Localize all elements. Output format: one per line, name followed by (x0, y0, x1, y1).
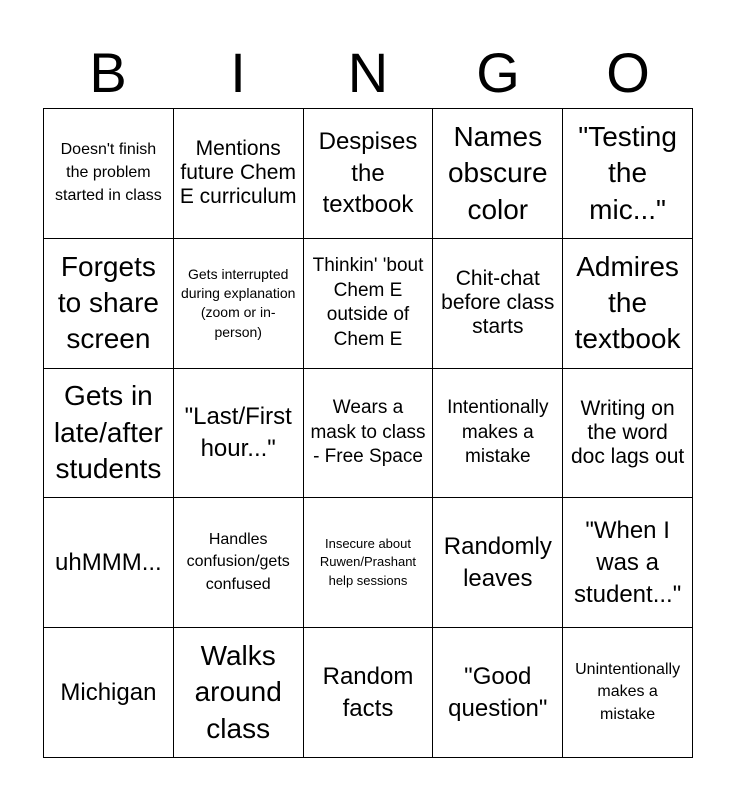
bingo-board (43, 108, 693, 758)
bingo-cell-text: Gets interrupted during explanation (zoom or in-person) (180, 265, 296, 340)
bingo-cell-text: Handles confusion/gets confused (186, 530, 290, 594)
bingo-cell-text: Random facts (322, 662, 414, 722)
bingo-cell-r1-c4[interactable] (433, 109, 563, 239)
bingo-cell-text: Wears a mask to class - Free Space (310, 396, 426, 468)
bingo-cell-r5-c3[interactable] (304, 628, 434, 758)
bingo-cell-r1-c5[interactable] (563, 109, 693, 239)
bingo-cell-r3-c4[interactable] (433, 369, 563, 499)
bingo-cell-r4-c3[interactable] (304, 498, 434, 628)
bingo-cell-text: Walks around class (194, 640, 282, 744)
bingo-cell-r3-c5[interactable] (563, 369, 693, 499)
bingo-cell-r4-c5[interactable] (563, 498, 693, 628)
bingo-cell-r2-c5[interactable] (563, 239, 693, 369)
bingo-cell-text: Despises the textbook (318, 127, 418, 219)
header-letter-g: G (476, 41, 520, 104)
bingo-cell-text: Forgets to share screen (57, 250, 159, 355)
bingo-cell-r3-c1[interactable] (44, 369, 174, 499)
bingo-cell-r2-c2[interactable] (174, 239, 304, 369)
bingo-cell-text: Thinkin' 'bout Chem E outside of Chem E (312, 254, 424, 350)
bingo-cell-text: Unintentionally makes a mistake (575, 660, 681, 723)
bingo-cell-text: Writing on the word doc lags out (570, 396, 685, 469)
bingo-header (43, 40, 693, 106)
bingo-cell-r3-c3[interactable] (304, 369, 434, 499)
bingo-cell-text: Gets in late/after students (53, 380, 163, 485)
header-letter-b: B (89, 41, 127, 104)
bingo-cell-text: "Testing the mic..." (578, 120, 677, 225)
bingo-cell-text: uhMMM... (55, 548, 162, 576)
bingo-cell-text: Randomly leaves (443, 533, 552, 592)
bingo-cell-text: Intentionally makes a mistake (447, 396, 549, 468)
bingo-cell-r2-c3[interactable] (304, 239, 434, 369)
bingo-cell-r5-c5[interactable] (563, 628, 693, 758)
bingo-cell-text: "Good question" (448, 662, 548, 722)
bingo-cell-text: Doesn't finish the problem started in class (55, 141, 162, 204)
header-letter-o: O (606, 41, 650, 104)
bingo-cell-r5-c2[interactable] (174, 628, 304, 758)
header-letter-n: N (347, 41, 389, 104)
bingo-cell-r4-c2[interactable] (174, 498, 304, 628)
bingo-cell-r3-c2[interactable] (174, 369, 304, 499)
bingo-cell-text: Chit-chat before class starts (441, 266, 555, 339)
bingo-cell-text: Admires the textbook (574, 250, 681, 355)
bingo-cell-r2-c1[interactable] (44, 239, 174, 369)
bingo-cell-r1-c1[interactable] (44, 109, 174, 239)
bingo-cell-text: Insecure about Ruwen/Prashant help sessions (319, 535, 417, 589)
bingo-cell-r4-c4[interactable] (433, 498, 563, 628)
bingo-cell-r1-c2[interactable] (174, 109, 304, 239)
bingo-cell-text: Mentions future Chem E curriculum (179, 137, 297, 209)
bingo-cell-r5-c1[interactable] (44, 628, 174, 758)
bingo-cell-text: "When I was a student..." (573, 517, 682, 608)
header-letter-i: I (230, 41, 246, 104)
bingo-cell-r5-c4[interactable] (433, 628, 563, 758)
bingo-cell-r2-c4[interactable] (433, 239, 563, 369)
bingo-cell-text: "Last/First hour..." (184, 403, 292, 462)
bingo-cell-text: Names obscure color (447, 120, 548, 225)
bingo-cell-r4-c1[interactable] (44, 498, 174, 628)
bingo-cell-r1-c3[interactable] (304, 109, 434, 239)
bingo-cell-text: Michigan (60, 678, 157, 706)
